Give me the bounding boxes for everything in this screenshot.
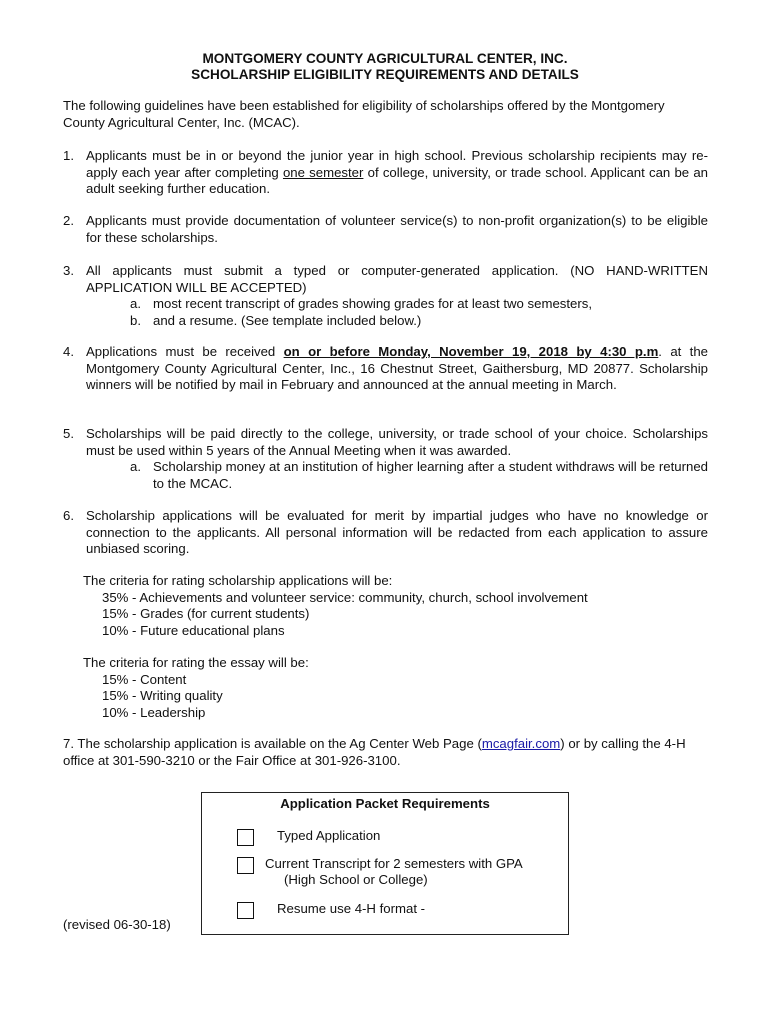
sub-item-a: [130, 296, 708, 313]
list-item-5: [63, 426, 708, 492]
item-text: Applicants must provide documentation of volunteer service(s) to non-profit organization(s) to be eligible for these scholarships.: [86, 213, 708, 245]
item-text-part: The scholarship application is available on the Ag Center Web Page (: [74, 736, 482, 751]
criteria-heading: The criteria for rating scholarship applications will be:: [83, 573, 393, 588]
deadline-text: on or before Monday, November 19, 2018 by 4:30 p.m: [283, 344, 659, 359]
item-number: 2.: [63, 213, 74, 228]
criteria-line: 15% - Grades (for current students): [102, 606, 310, 622]
sub-item-a: [130, 459, 708, 492]
sub-item-b: [130, 313, 708, 330]
intro-paragraph: The following guidelines have been established for eligibility of scholarships offered by the Montgomery County Agricultural Center, Inc. (MCAC).: [63, 98, 665, 130]
sub-item-text: and a resume. (See template included below.): [153, 312, 422, 328]
item-text: Scholarship applications will be evaluated for merit by impartial judges who have no knowledge or connection to the applicants. All personal information will be redacted from each application to assure unbiased scoring.: [86, 508, 708, 557]
item-text-part: of college, university, or trade school. Applicant can be an adult seeking further education.: [86, 164, 708, 197]
item-text-part: . at the Montgomery County Agricultural Center, Inc., 16 Chestnut Street, Gaithersburg, MD 20877. Scholarship winners will be notified by mail in February and announced at the annual meeting in March.: [86, 344, 708, 393]
item-number: 5.: [63, 426, 74, 441]
transcript-checkbox[interactable]: [237, 857, 254, 874]
resume-label: Resume use 4-H format -: [277, 901, 426, 916]
application-criteria: [83, 573, 683, 639]
item-number: 1.: [63, 148, 74, 163]
item-number: 6.: [63, 508, 74, 523]
essay-criteria: [83, 655, 683, 721]
sub-item-text: Scholarship money at an institution of higher learning after a student withdraws will be returned to the MCAC.: [153, 459, 708, 491]
list-item-6: [63, 508, 708, 558]
item-text: All applicants must submit a typed or computer-generated application. (NO HAND-WRITTEN APPLICATION WILL BE ACCEPTED): [86, 263, 708, 295]
criteria-line: 15% - Content: [102, 671, 187, 687]
list-item-7: [63, 736, 708, 769]
sub-item-letter: a.: [130, 296, 141, 312]
application-packet-box: [201, 792, 569, 935]
item-number: 7.: [63, 736, 74, 751]
packet-box-title: Application Packet Requirements: [280, 796, 490, 811]
criteria-heading: The criteria for rating the essay will be:: [83, 655, 309, 670]
item-text: Scholarships will be paid directly to the college, university, or trade school of your choice. Scholarships must be used within 5 years of the Annual Meeting when it was awarded.: [86, 426, 708, 458]
typed-application-label: Typed Application: [277, 828, 381, 843]
sub-item-letter: b.: [130, 312, 141, 328]
resume-checkbox[interactable]: [237, 902, 254, 919]
document-title-line2: SCHOLARSHIP ELIGIBILITY REQUIREMENTS AND DETAILS: [191, 67, 579, 82]
transcript-label: Current Transcript for 2 semesters with GPA: [265, 856, 523, 871]
criteria-line: 35% - Achievements and volunteer service: community, church, school involvement: [102, 589, 588, 605]
typed-application-checkbox[interactable]: [237, 829, 254, 846]
item-text-part: Applicants must be in or beyond the junior year in high school. Previous scholarship recipients may re-apply each year after completing: [86, 148, 708, 180]
item-number: 4.: [63, 344, 74, 359]
revision-date: (revised 06-30-18): [63, 917, 171, 932]
list-item-4: [63, 344, 708, 394]
item-text-part: Applications must be received: [86, 344, 284, 359]
list-item-1: [63, 148, 708, 198]
list-item-2: [63, 213, 708, 246]
list-item-3: [63, 263, 708, 329]
criteria-line: 15% - Writing quality: [102, 688, 223, 704]
item-text: [86, 344, 708, 394]
criteria-line: 10% - Leadership: [102, 704, 206, 720]
criteria-line: 10% - Future educational plans: [102, 622, 285, 638]
sub-item-text: most recent transcript of grades showing grades for at least two semesters,: [153, 296, 593, 312]
item-text: [86, 148, 708, 198]
item-number: 3.: [63, 263, 74, 278]
underlined-text: one semester: [282, 164, 364, 180]
sub-item-letter: a.: [130, 459, 141, 475]
item-text-part: ) or by calling the 4-H office at 301-590-3210 or the Fair Office at 301-926-3100.: [63, 736, 686, 768]
document-title-line1: MONTGOMERY COUNTY AGRICULTURAL CENTER, INC.: [202, 51, 568, 66]
web-page-link[interactable]: mcagfair.com: [481, 736, 561, 751]
transcript-sublabel: (High School or College): [284, 872, 428, 887]
